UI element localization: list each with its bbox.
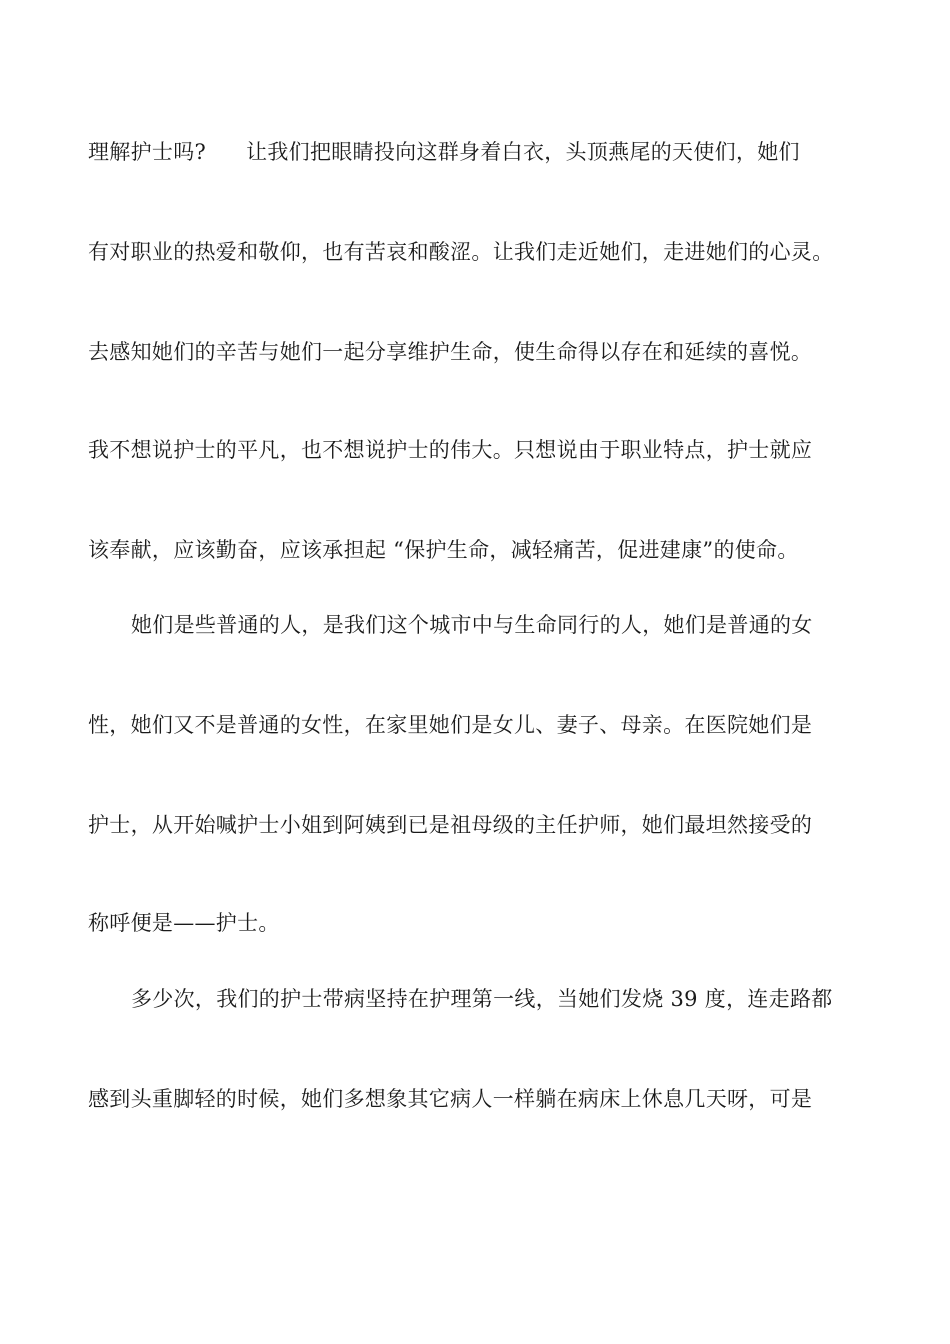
text-line-4: 我不想说护士的平凡，也不想说护士的伟大。只想说由于职业特点，护士就应 xyxy=(88,438,813,462)
paragraph-2-line-4: 称呼便是——护士。 xyxy=(88,911,280,935)
text-line-2: 有对职业的热爱和敬仰，也有苦哀和酸涩。让我们走近她们，走进她们的心灵。 xyxy=(88,240,834,264)
text-line-1-question: 理解护士吗? xyxy=(88,140,207,164)
text-line-1 xyxy=(88,138,800,166)
text-line-1-continuation: 让我们把眼睛投向这群身着白衣，头顶燕尾的天使们，她们 xyxy=(246,140,800,164)
paragraph-2-line-2: 性，她们又不是普通的女性，在家里她们是女儿、妻子、母亲。在医院她们是 xyxy=(88,713,813,737)
paragraph-3-line-1: 多少次，我们的护士带病坚持在护理第一线，当她们发烧 39 度，连走路都 xyxy=(131,987,833,1011)
text-line-5: 该奉献，应该勤奋，应该承担起 “保护生命，减轻痛苦，促进建康”的使命。 xyxy=(88,538,799,562)
paragraph-2-line-1: 她们是些普通的人，是我们这个城市中与生命同行的人，她们是普通的女 xyxy=(131,613,813,637)
text-line-3: 去感知她们的辛苦与她们一起分享维护生命，使生命得以存在和延续的喜悦。 xyxy=(88,340,813,364)
paragraph-2-line-3: 护士，从开始喊护士小姐到阿姨到已是祖母级的主任护师，她们最坦然接受的 xyxy=(88,813,813,837)
paragraph-3-line-2: 感到头重脚轻的时候，她们多想象其它病人一样躺在病床上休息几天呀，可是 xyxy=(88,1087,813,1111)
